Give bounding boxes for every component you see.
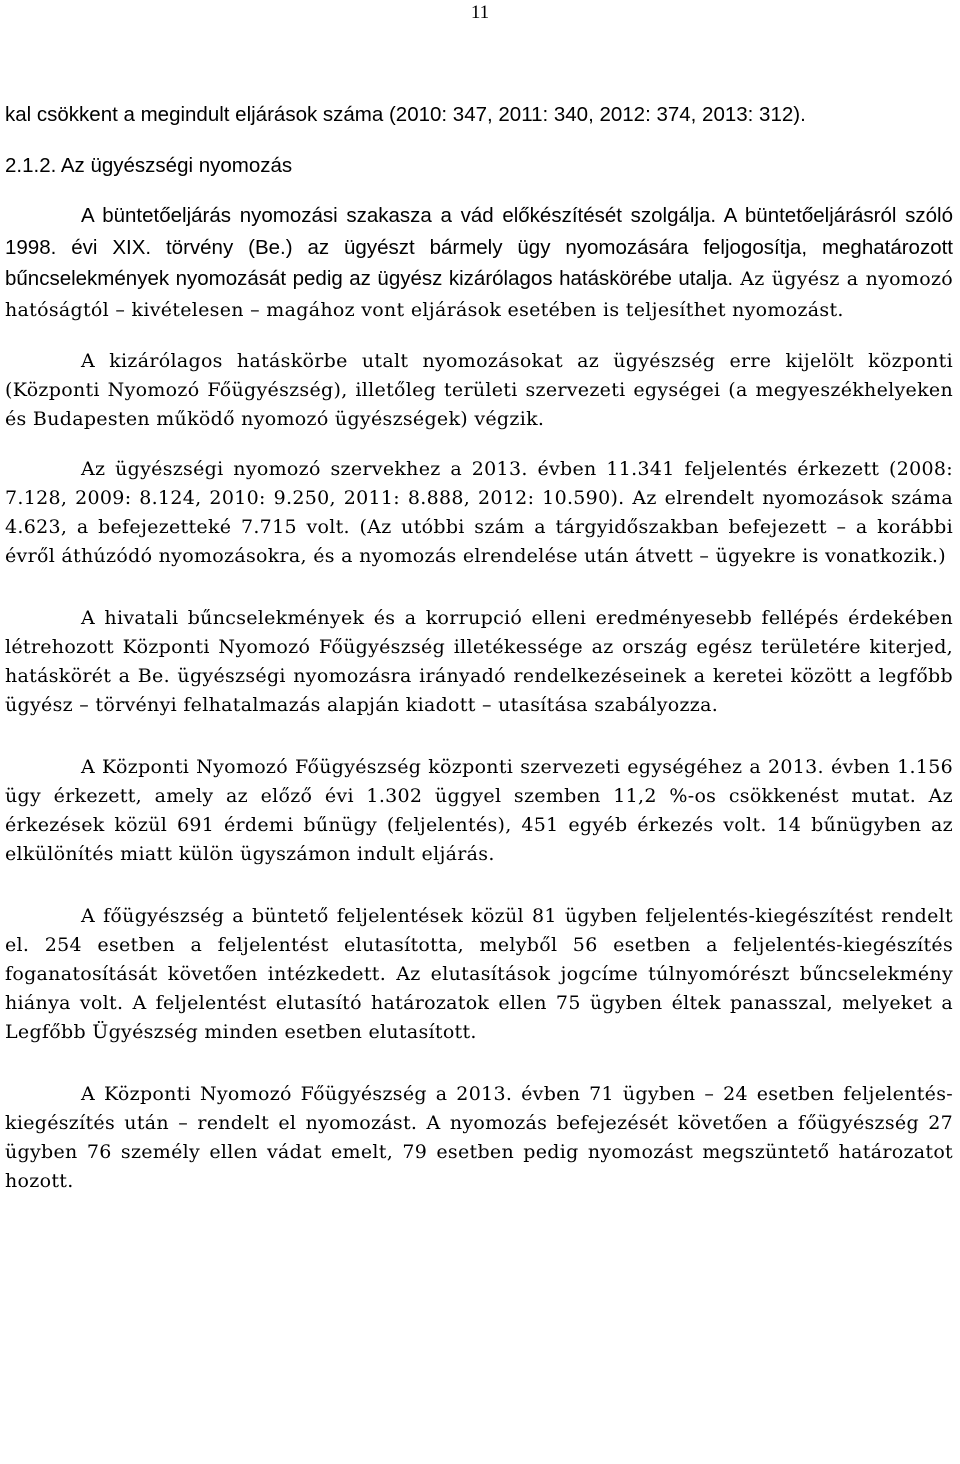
paragraph-central-unit-cases: A Központi Nyomozó Főügyészség központi szervezeti egységéhez a 2013. évben 1.156 ügy érkezett, amely az előző évi 1.302 üggyel szemben 11,2 %-os csökkenést mutat. Az érkezések közül 691 érdemi bűnügy (feljelentés), 451 egyéb érkezés volt. 14 bűnügyben az elkülönítés miatt külön ügyszámon indult eljárás. <box>5 756 953 865</box>
paragraph-intro: kal csökkent a megindult eljárások száma (2010: 347, 2011: 340, 2012: 374, 2013: 312). <box>5 103 806 126</box>
paragraph-complaints: A főügyészség a büntető feljelentések közül 81 ügyben feljelentés-kiegészítést rendelt el. 254 esetben a feljelentést elutasította, melyből 56 esetben a feljelentés-kiegészítés foganatosítását követően intézkedett. Az elutasítások jogcíme túlnyomórészt bűncselekmény hiánya volt. A feljelentést elutasító határozatok ellen 75 ügyben éltek panasszal, melyeket a Legfőbb Ügyészség minden esetben elutasított. <box>5 905 953 1043</box>
paragraph-prosecutions: A Központi Nyomozó Főügyészség a 2013. évben 71 ügyben – 24 esetben feljelentés-kiegészítés után – rendelt el nyomozást. A nyomozás befejezését követően a főügyészség 27 ügyben 76 személy ellen vádat emelt, 79 esetben pedig nyomozást megszüntető határozatot hozott. <box>5 1083 953 1192</box>
paragraph-exclusive-competence: A kizárólagos hatáskörbe utalt nyomozásokat az ügyészség erre kijelölt központi (Központi Nyomozó Főügyészség), illetőleg területi szervezeti egységei (a megyeszékhelyeken és Budapesten működő nyomozó ügyészségek) végzik. <box>5 350 953 430</box>
section-heading: 2.1.2. Az ügyészségi nyomozás <box>5 153 293 177</box>
page-number: 11 <box>470 2 490 23</box>
paragraph-criminal-procedure-part2: Az ügyész a nyomozó hatóságtól – kivételesen – magához vont eljárások esetében is teljesíthet nyomozást. <box>5 268 953 321</box>
document-body <box>5 100 953 1196</box>
paragraph-central-office: A hivatali bűncselekmények és a korrupció elleni eredményesebb fellépés érdekében létrehozott Központi Nyomozó Főügyészség illetékessége az ország egész területére kiterjed, hatáskörét a Be. ügyészségi nyomozásra irányadó rendelkezéseinek a keretei között a legfőbb ügyész – törvényi felhatalmazás alapján kiadott – utasítása szabályozza. <box>5 607 953 716</box>
paragraph-criminal-procedure-part1: A büntetőeljárás nyomozási szakasza a vád előkészítését szolgálja. A büntetőeljárásról szóló 1998. évi XIX. törvény (Be.) az ügyészt bármely ügy nyomozására feljogosítja, meghatározott bűncselekmények nyomozását pedig az ügyész kizárólagos hatáskörébe utalja. <box>5 204 953 290</box>
paragraph-criminal-procedure <box>5 201 953 326</box>
paragraph-investigation-statistics: Az ügyészségi nyomozó szervekhez a 2013. évben 11.341 feljelentés érkezett (2008: 7.128, 2009: 8.124, 2010: 9.250, 2011: 8.888, 2012: 10.590). Az elrendelt nyomozások száma 4.623, a befejezetteké 7.715 volt. (Az utóbbi szám a tárgyidőszakban befejezett – a korábbi évről áthúzódó nyomozásokra, és a nyomozás elrendelése után átvett – ügyekre is vonatkozik.) <box>5 458 953 567</box>
